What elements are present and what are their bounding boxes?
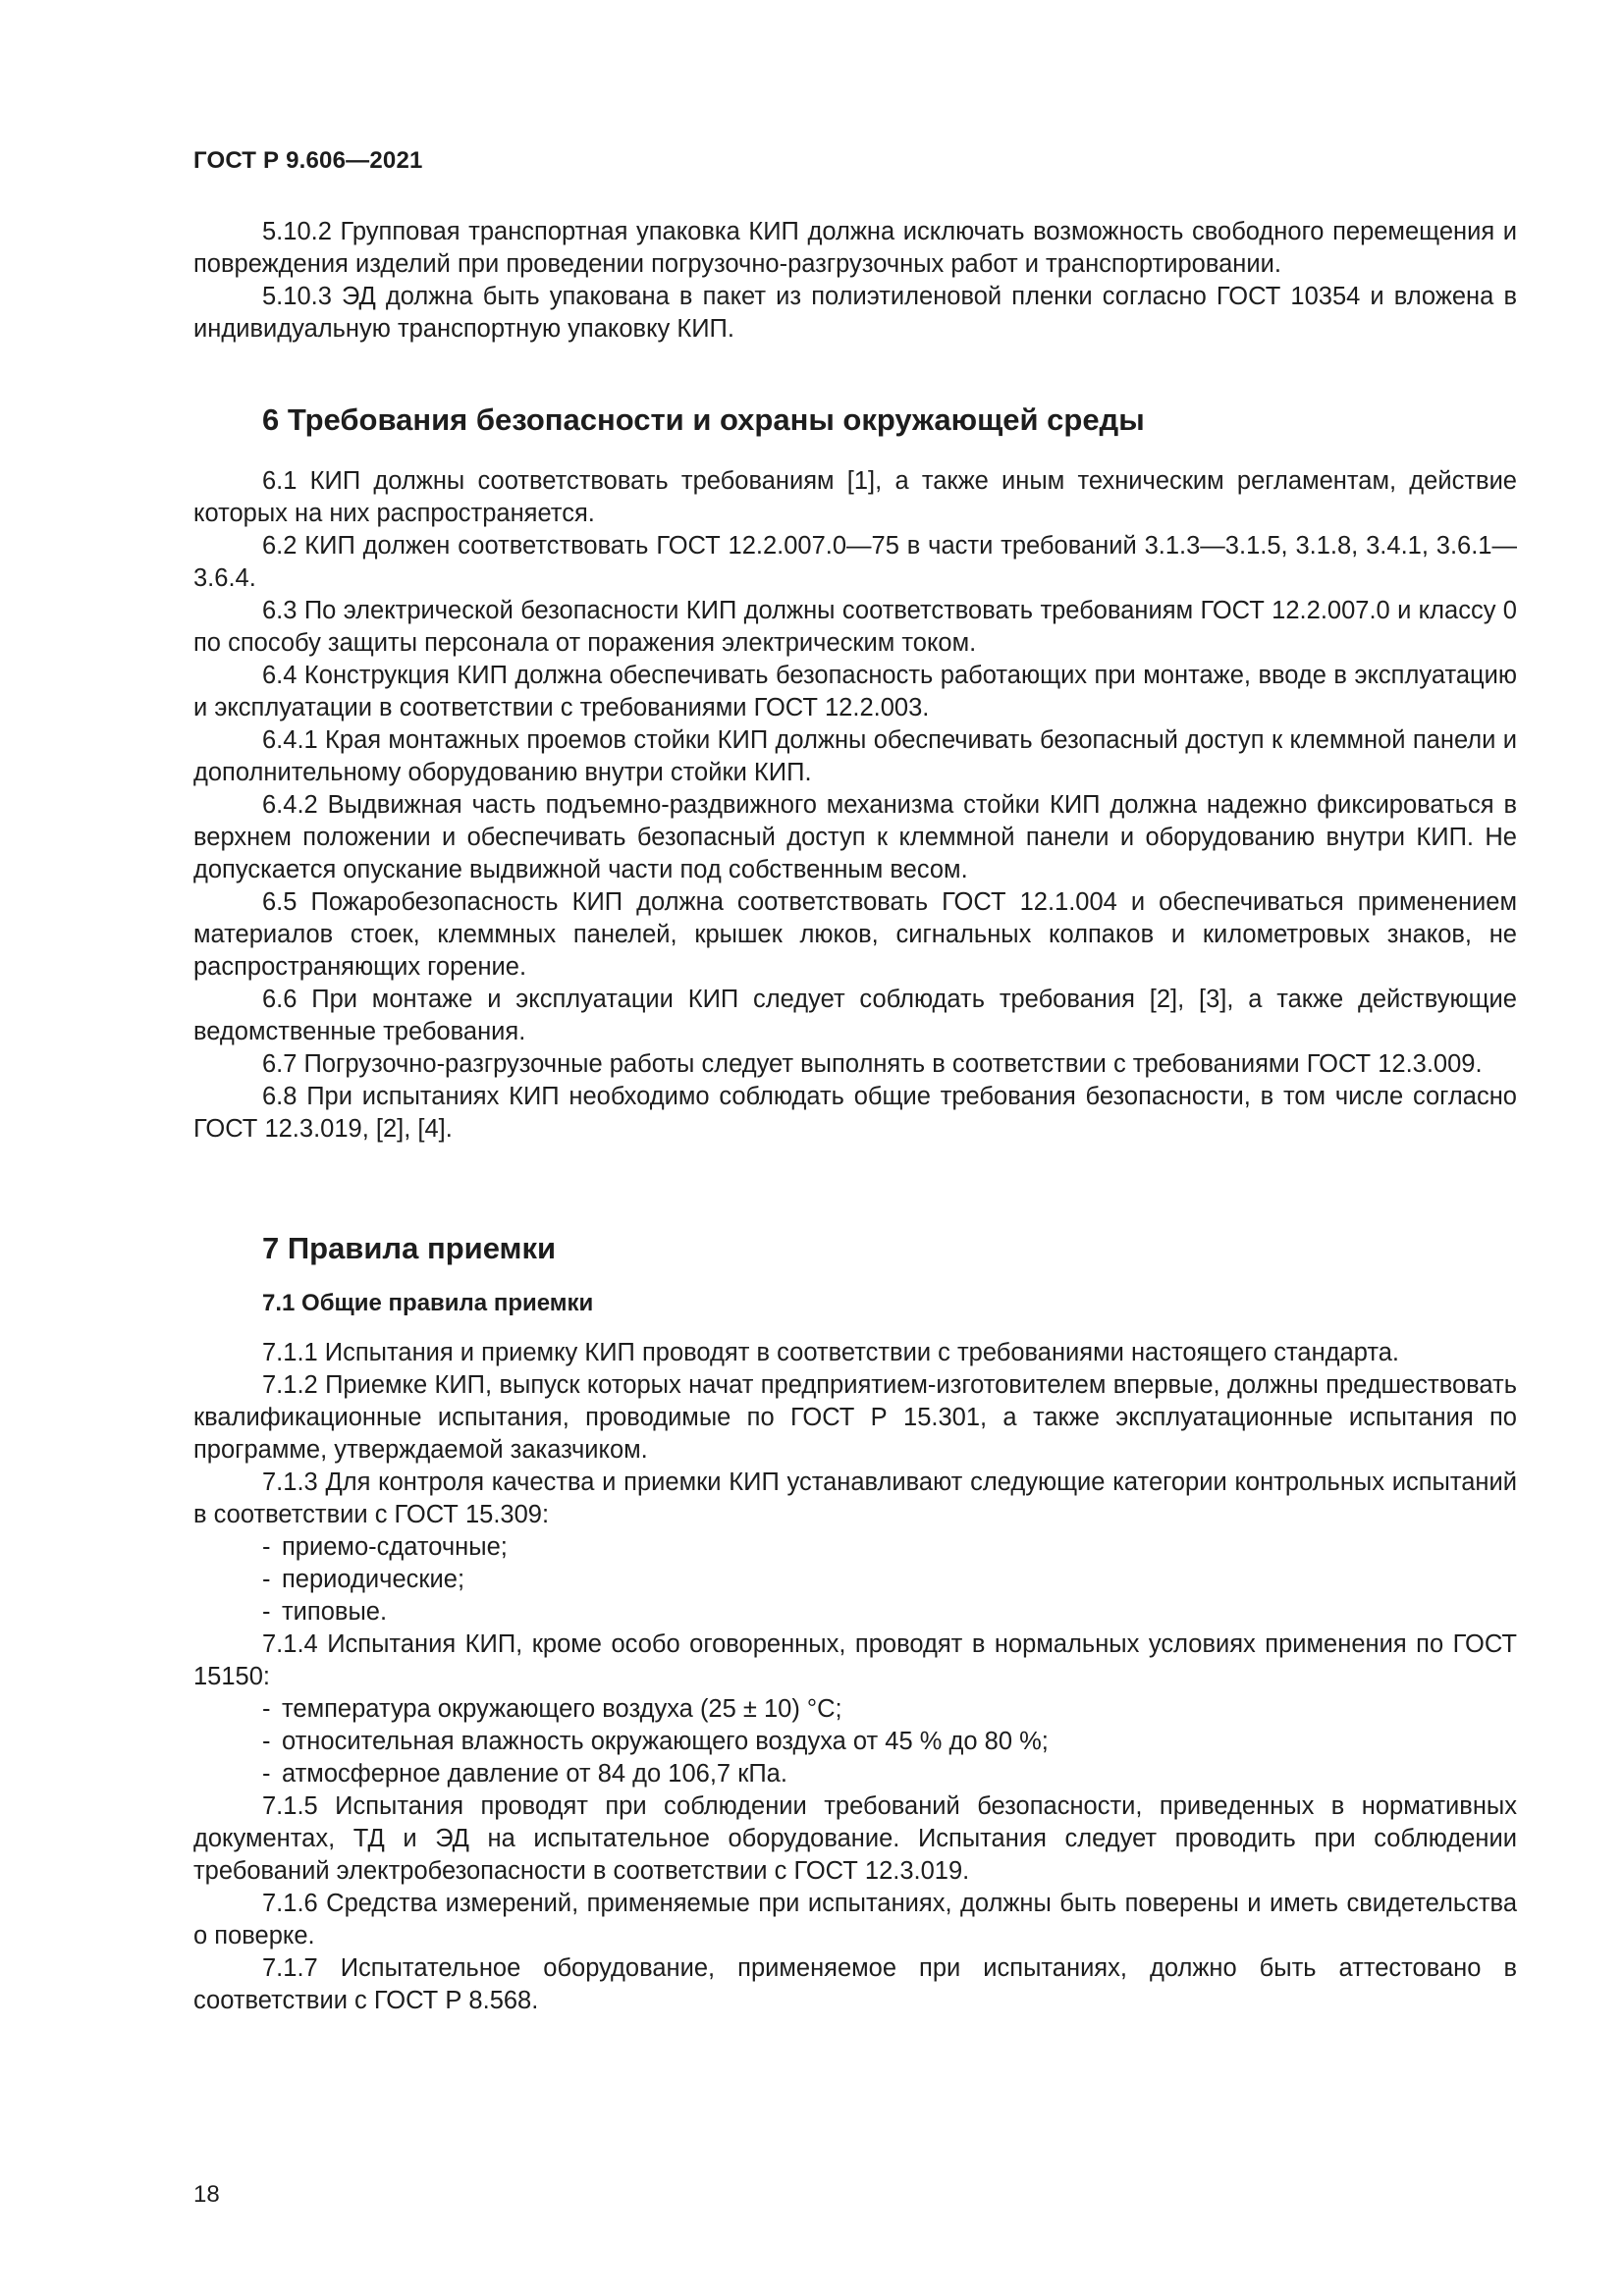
list-item-text: типовые.	[282, 1598, 388, 1626]
paragraph-6-6: 6.6 При монтаже и эксплуатации КИП следует соблюдать требования [2], [3], а также действующие ведомственные требования.	[193, 986, 1517, 1045]
paragraph-7-1-7: 7.1.7 Испытательное оборудование, применяемое при испытаниях, должно быть аттестовано в соответствии с ГОСТ Р 8.568.	[193, 1954, 1517, 2014]
list-dash: -	[262, 1566, 271, 1593]
paragraph-5-10-2: 5.10.2 Групповая транспортная упаковка КИП должна исключать возможность свободного перемещения и повреждения изделий при проведении погрузочно-разгрузочных работ и транспортировании.	[193, 218, 1517, 278]
list-item-text: температура окружающего воздуха (25 ± 10) °С;	[282, 1695, 842, 1723]
paragraph-6-7: 6.7 Погрузочно-разгрузочные работы следует выполнять в соответствии с требованиями ГОСТ 12.3.009.	[262, 1050, 1483, 1078]
page-number: 18	[193, 2181, 220, 2208]
paragraph-6-4-2: 6.4.2 Выдвижная часть подъемно-раздвижного механизма стойки КИП должна надежно фиксироваться в верхнем положении и обеспечивать безопасный доступ к клеммной панели и оборудованию внутри КИП. Не допускается опускание выдвижной части под собственным весом.	[193, 791, 1517, 883]
paragraph-7-1-2: 7.1.2 Приемке КИП, выпуск которых начат предприятием-изготовителем впервые, должны предшествовать квалификационные испытания, проводимые по ГОСТ Р 15.301, а также эксплуатационные испытания по программе, утверждаемой заказчиком.	[193, 1371, 1517, 1464]
paragraph-6-8: 6.8 При испытаниях КИП необходимо соблюдать общие требования безопасности, в том числе согласно ГОСТ 12.3.019, [2], [4].	[193, 1083, 1517, 1143]
paragraph-6-3: 6.3 По электрической безопасности КИП должны соответствовать требованиям ГОСТ 12.2.007.0 и классу 0 по способу защиты персонала от поражения электрическим током.	[193, 597, 1517, 657]
paragraph-6-4: 6.4 Конструкция КИП должна обеспечивать безопасность работающих при монтаже, вводе в эксплуатацию и эксплуатации в соответствии с требованиями ГОСТ 12.2.003.	[193, 662, 1517, 721]
section-6	[193, 400, 1517, 1146]
list-item	[193, 1726, 1517, 1758]
paragraph-5-10-3: 5.10.3 ЭД должна быть упакована в пакет из полиэтиленовой пленки согласно ГОСТ 10354 и вложена в индивидуальную транспортную упаковку КИП.	[193, 283, 1517, 343]
list-item-text: относительная влажность окружающего воздуха от 45 % до 80 %;	[282, 1728, 1049, 1755]
section-7-heading: 7 Правила приемки	[262, 1231, 557, 1265]
list-item	[193, 1564, 1517, 1596]
standard-code-header: ГОСТ Р 9.606—2021	[193, 147, 423, 174]
section-6-heading: 6 Требования безопасности и охраны окружающей среды	[262, 402, 1145, 437]
list-item-text: приемо-сдаточные;	[282, 1533, 508, 1561]
paragraph-6-2: 6.2 КИП должен соответствовать ГОСТ 12.2.007.0—75 в части требований 3.1.3—3.1.5, 3.1.8, 3.4.1, 3.6.1—3.6.4.	[193, 532, 1517, 592]
list-dash: -	[262, 1728, 271, 1755]
paragraph-7-1-3: 7.1.3 Для контроля качества и приемки КИП устанавливают следующие категории контрольных испытаний в соответствии с ГОСТ 15.309:	[193, 1468, 1517, 1528]
list-dash: -	[262, 1533, 271, 1561]
list-dash: -	[262, 1760, 271, 1788]
list-dash: -	[262, 1695, 271, 1723]
list-item-text: периодические;	[282, 1566, 465, 1593]
paragraph-6-1: 6.1 КИП должны соответствовать требованиям [1], а также иным техническим регламентам, действие которых на них распространяется.	[193, 467, 1517, 527]
paragraph-7-1-6: 7.1.6 Средства измерений, применяемые при испытаниях, должны быть поверены и иметь свидетельства о поверке.	[193, 1890, 1517, 1949]
paragraph-7-1-5: 7.1.5 Испытания проводят при соблюдении требований безопасности, приведенных в нормативных документах, ТД и ЭД на испытательное оборудование. Испытания следует проводить при соблюдении требований электробезопасности в соответствии с ГОСТ 12.3.019.	[193, 1792, 1517, 1885]
list-item	[193, 1693, 1517, 1726]
list-dash: -	[262, 1598, 271, 1626]
paragraph-7-1-1: 7.1.1 Испытания и приемку КИП проводят в соответствии с требованиями настоящего стандарта.	[262, 1339, 1399, 1366]
paragraph-6-5: 6.5 Пожаробезопасность КИП должна соответствовать ГОСТ 12.1.004 и обеспечиваться применением материалов стоек, клеммных панелей, крышек люков, сигнальных колпаков и километровых знаков, не распространяющих горение.	[193, 888, 1517, 981]
list-item	[193, 1758, 1517, 1790]
list-item	[193, 1531, 1517, 1564]
list-item	[193, 1596, 1517, 1629]
subsection-7-1-heading: 7.1 Общие правила приемки	[262, 1290, 594, 1316]
section-5-10-continuation	[193, 216, 1517, 346]
list-item-text: атмосферное давление от 84 до 106,7 кПа.	[282, 1760, 787, 1788]
paragraph-6-4-1: 6.4.1 Края монтажных проемов стойки КИП должны обеспечивать безопасный доступ к клеммной панели и дополнительному оборудованию внутри стойки КИП.	[193, 726, 1517, 786]
section-7	[193, 1229, 1517, 2017]
paragraph-7-1-4: 7.1.4 Испытания КИП, кроме особо оговоренных, проводят в нормальных условиях применения по ГОСТ 15150:	[193, 1630, 1517, 1690]
